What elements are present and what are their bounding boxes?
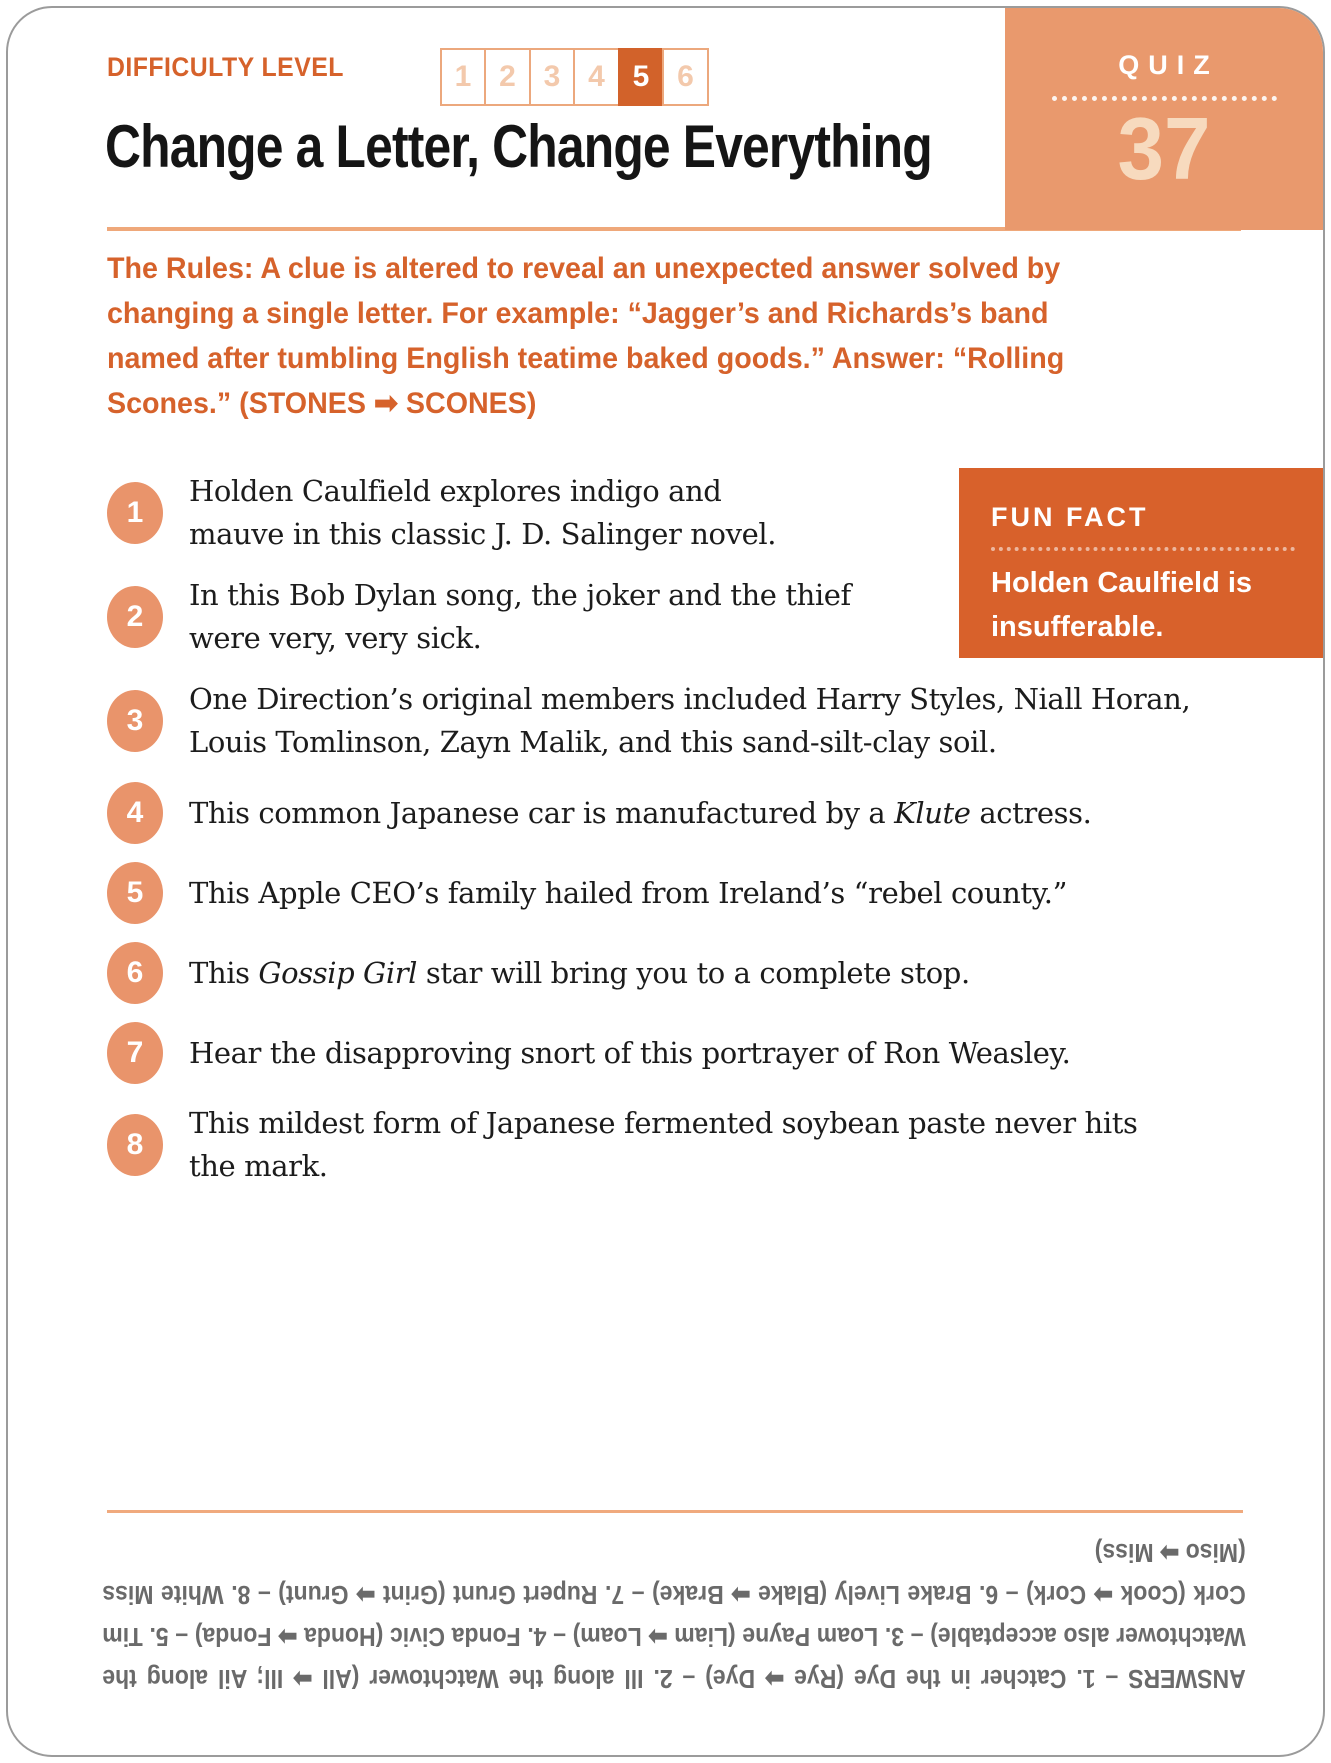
difficulty-box-5-active: 5 <box>618 48 665 106</box>
quiz-number-badge <box>1005 8 1323 230</box>
question-text: This Apple CEO’s family hailed from Ireland’s “rebel county.” <box>189 875 1068 910</box>
question-item-4 <box>107 782 1247 844</box>
answers-divider <box>107 1510 1243 1513</box>
question-number-badge: 6 <box>107 942 163 1004</box>
question-item-7 <box>107 1022 1247 1084</box>
question-item-5 <box>107 862 1247 924</box>
question-number-badge: 8 <box>107 1114 163 1176</box>
fun-fact-text: Holden Caulfield is insufferable. <box>991 567 1253 643</box>
question-item-3 <box>107 678 1247 764</box>
question-text: Hear the disapproving snort of this portrayer of Ron Weasley. <box>189 1035 1071 1070</box>
question-number-badge: 4 <box>107 782 163 844</box>
quiz-card-page <box>6 6 1325 1757</box>
fun-fact-box <box>959 468 1323 658</box>
question-item-8 <box>107 1102 1247 1188</box>
question-number-badge: 1 <box>107 482 163 544</box>
question-item-6 <box>107 942 1247 1004</box>
quiz-label: QUIZ <box>1118 50 1219 80</box>
question-text: One Direction’s original members included Harry Styles, Niall Horan, Louis Tomlinson, Zayn Malik, and this sand-silt-clay soil. <box>189 682 1191 759</box>
quiz-number: 37 <box>1117 99 1211 198</box>
question-text: This common Japanese car is manufactured by a Klute actress. <box>189 795 1092 830</box>
difficulty-box-3: 3 <box>529 48 576 106</box>
difficulty-level-boxes <box>442 48 709 106</box>
answers-upside-down-text: ANSWERS – 1. Catcher in the Dye (Rye ➡ Dye) – 2. Ill along the Watchtower (All ➡ Ill; Ail along the Watchtower also acceptable) – 3. Loam Payne (Liam ➡ Loam) – 4. Fonda Civic (Honda ➡ Fonda) – 5. Tim Cork (Cook ➡ Cork) – 6. Brake Lively (Blake ➡ Brake) – 7. Rupert Grunt (Grint ➡ Grunt) – 8. White Miss (Miso ➡ Miss) <box>102 1538 1246 1694</box>
fun-fact-dotted-divider <box>991 547 1295 551</box>
question-text: Holden Caulfield explores indigo and mauve in this classic J. D. Salinger novel. <box>189 474 777 551</box>
question-text: In this Bob Dylan song, the joker and the thief were very, very sick. <box>189 578 851 655</box>
fun-fact-label: FUN FACT <box>991 502 1149 532</box>
difficulty-box-1: 1 <box>440 48 487 106</box>
page-title: Change a Letter, Change Everything <box>105 113 932 180</box>
question-text: This mildest form of Japanese fermented soybean paste never hits the mark. <box>189 1106 1138 1183</box>
question-number-badge: 3 <box>107 690 163 752</box>
difficulty-box-2: 2 <box>484 48 531 106</box>
question-number-badge: 2 <box>107 586 163 648</box>
question-text: This Gossip Girl star will bring you to a complete stop. <box>189 955 970 990</box>
question-number-badge: 5 <box>107 862 163 924</box>
rules-text: The Rules: A clue is altered to reveal an unexpected answer solved by changing a single letter. For example: “Jagger’s and Richards’s band named after tumbling English teatime baked goods.” Answer: “Rolling Scones.” (STONES ➡ SCONES) <box>107 252 1065 420</box>
difficulty-box-4: 4 <box>573 48 620 106</box>
question-number-badge: 7 <box>107 1022 163 1084</box>
difficulty-box-6: 6 <box>662 48 709 106</box>
difficulty-level-label: DIFFICULTY LEVEL <box>107 52 344 82</box>
